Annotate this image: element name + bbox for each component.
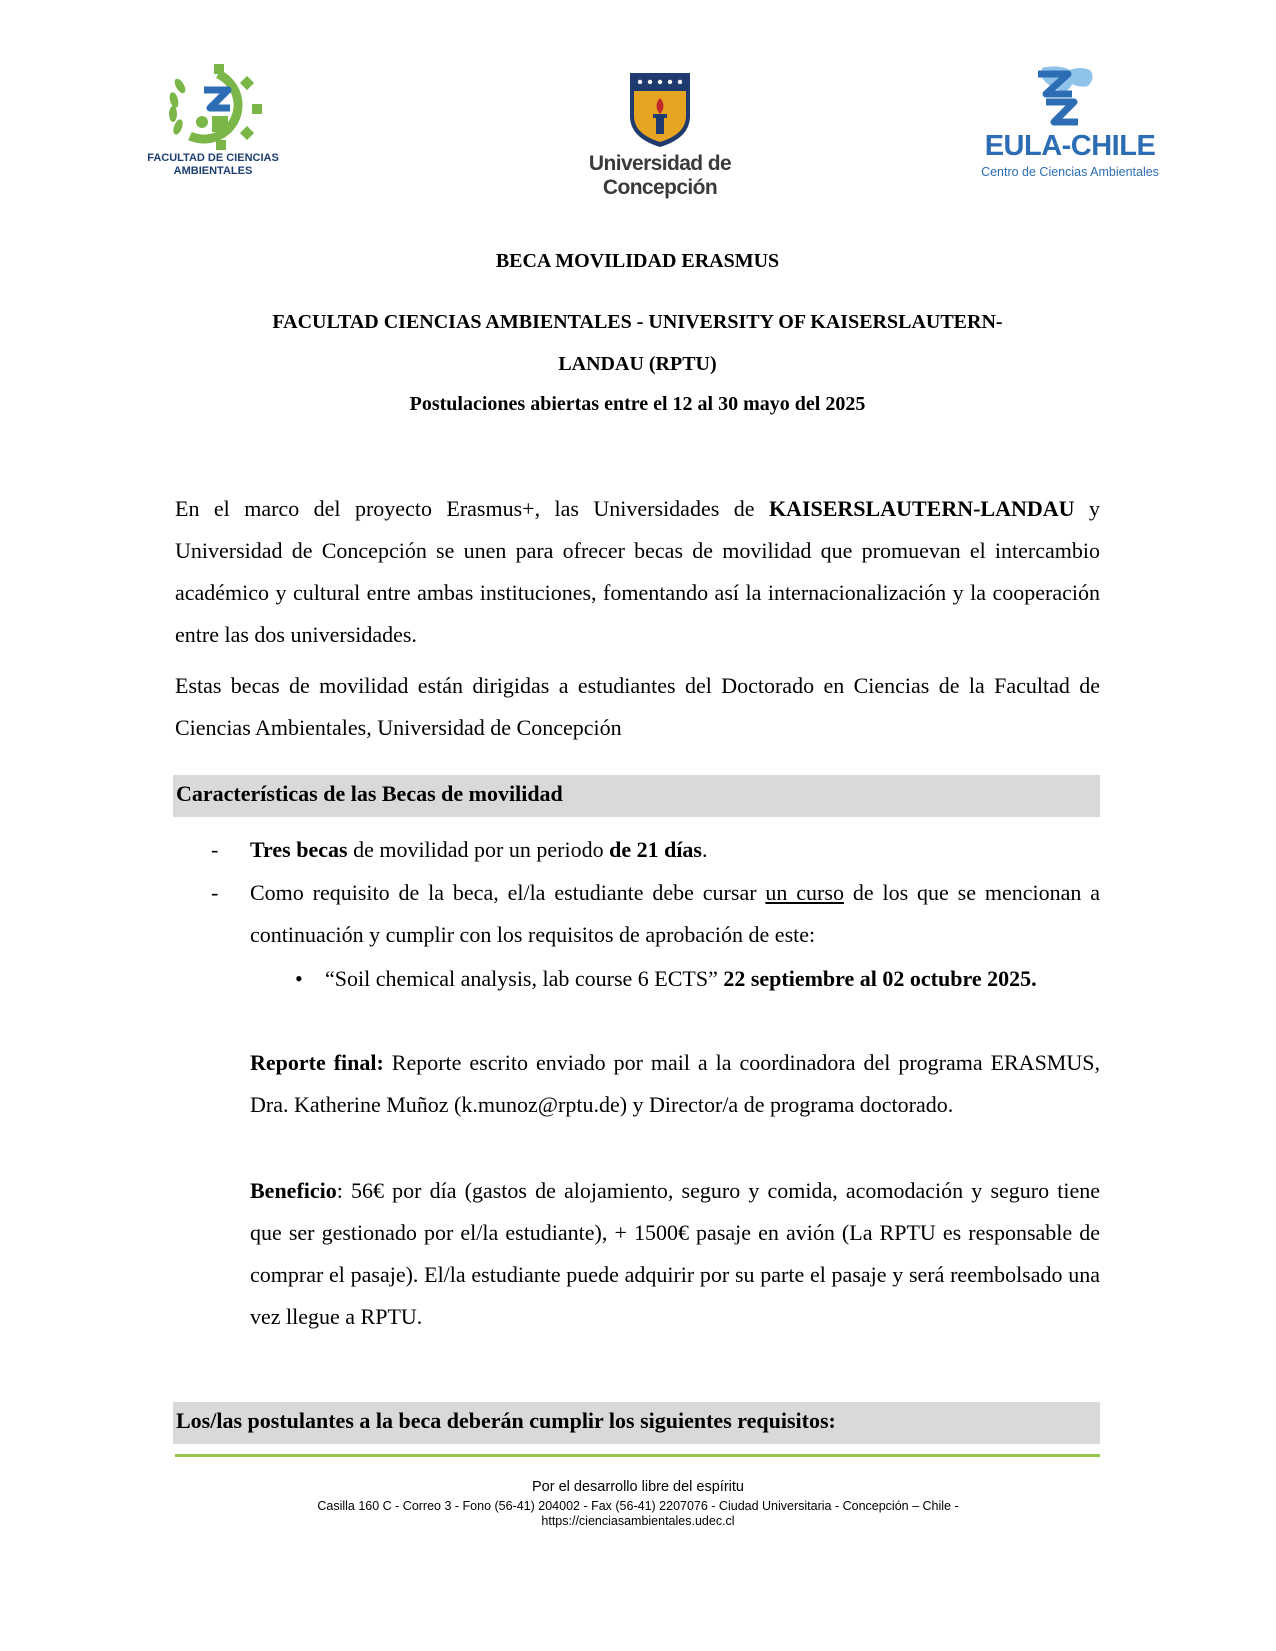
final-report-text: Reporte escrito enviado por mail a la coordinadora del programa ERASMUS, Dra. Katherine Muñoz (k.munoz@rptu.de) y Director/a de programa doctorado. [250, 1050, 1100, 1117]
final-report-label: Reporte final: [250, 1050, 384, 1075]
document-subtitle-line1: FACULTAD CIENCIAS AMBIENTALES - UNIVERSITY OF KAISERSLAUTERN- [272, 311, 1003, 333]
footer-divider [175, 1454, 1100, 1457]
final-report-paragraph [250, 1042, 1100, 1126]
eula-logo-name: EULA-CHILE [984, 130, 1156, 162]
document-subtitle [175, 301, 1100, 385]
target-paragraph: Estas becas de movilidad están dirigidas a estudiantes del Doctorado en Ciencias de la Facultad de Ciencias Ambientales, Universidad de Concepción [175, 673, 1100, 740]
item2-text2: de los que se mencionan a continuación y cumplir con los requisitos de aprobación de este: [250, 880, 1101, 947]
item2-text1: Como requisito de la beca, el/la estudiante debe cursar [250, 880, 766, 905]
list-item-text [250, 829, 1100, 871]
footer-url: https://cienciasambientales.udec.cl [541, 1514, 735, 1528]
section-heading-text: Características de las Becas de movilidad [176, 781, 563, 806]
course-text [325, 958, 1100, 1000]
intro-text-b: y Universidad de Concepción se unen para ofrecer becas de movilidad que promuevan el intercambio académico y cultural entre ambas instituciones, fomentando así la internacionalización y la cooperación entre las dos universidades. [175, 496, 1100, 647]
intro-text-a: En el marco del proyecto Erasmus+, las Universidades de [175, 496, 769, 521]
section-heading-characteristics [173, 775, 1100, 817]
course-dates: 22 septiembre al 02 octubre 2025. [723, 966, 1037, 991]
footer-contact [150, 1499, 1126, 1529]
item1-text2: . [702, 837, 708, 862]
eula-logo [970, 64, 1170, 184]
list-dash: - [211, 837, 219, 862]
faculty-gear-leaf-icon [160, 64, 266, 150]
footer-address: Casilla 160 C - Correo 3 - Fono (56-41) 204002 - Fax (56-41) 2207076 - Ciudad Universitaria - Concepción – Chile - [317, 1499, 959, 1513]
faculty-logo-line1: FACULTAD DE CIENCIAS [147, 152, 279, 164]
document-title: BECA MOVILIDAD ERASMUS [495, 250, 780, 272]
application-dates: Postulaciones abiertas entre el 12 al 30 mayo del 2025 [409, 393, 866, 415]
benefit-label: Beneficio [250, 1178, 337, 1203]
faculty-logo-line2: AMBIENTALES [173, 165, 253, 177]
item2-underlined: un curso [765, 880, 844, 905]
faculty-logo [138, 64, 288, 184]
eula-logo-subtitle: Centro de Ciencias Ambientales [981, 165, 1159, 179]
bold-21-days: de 21 días [609, 837, 702, 862]
bold-three-scholarships: Tres becas [250, 837, 348, 862]
benefit-paragraph [250, 1170, 1100, 1338]
intro-paragraph [175, 488, 1100, 656]
list-dash: - [211, 880, 219, 905]
university-shield-icon [629, 72, 691, 148]
list-item-text [250, 872, 1100, 956]
section-heading-text: Los/las postulantes a la beca deberán cumplir los siguientes requisitos: [176, 1408, 836, 1433]
course-name: “Soil chemical analysis, lab course 6 ECTS” [325, 966, 724, 991]
section-heading-requirements [173, 1402, 1100, 1444]
bullet-icon: • [295, 966, 303, 991]
benefit-text: : 56€ por día (gastos de alojamiento, seguro y comida, acomodación y seguro tiene que ser gestionado por el/la estudiante), + 1500€ pasaje en avión (La RPTU es responsable de comprar el pasaje). El/la estudiante puede adquirir por su parte el pasaje y será reembolsado una vez llegue a RPTU. [250, 1178, 1100, 1329]
item1-text1: de movilidad por un periodo [347, 837, 610, 862]
footer-motto: Por el desarrollo libre del espíritu [532, 1479, 744, 1495]
eula-map-icon [1028, 64, 1098, 128]
intro-bold-university: KAISERSLAUTERN-LANDAU [768, 496, 1075, 521]
university-logo-caption: Universidad de Concepción [588, 152, 732, 199]
university-logo [530, 72, 790, 199]
document-subtitle-line2: LANDAU (RPTU) [558, 353, 717, 375]
